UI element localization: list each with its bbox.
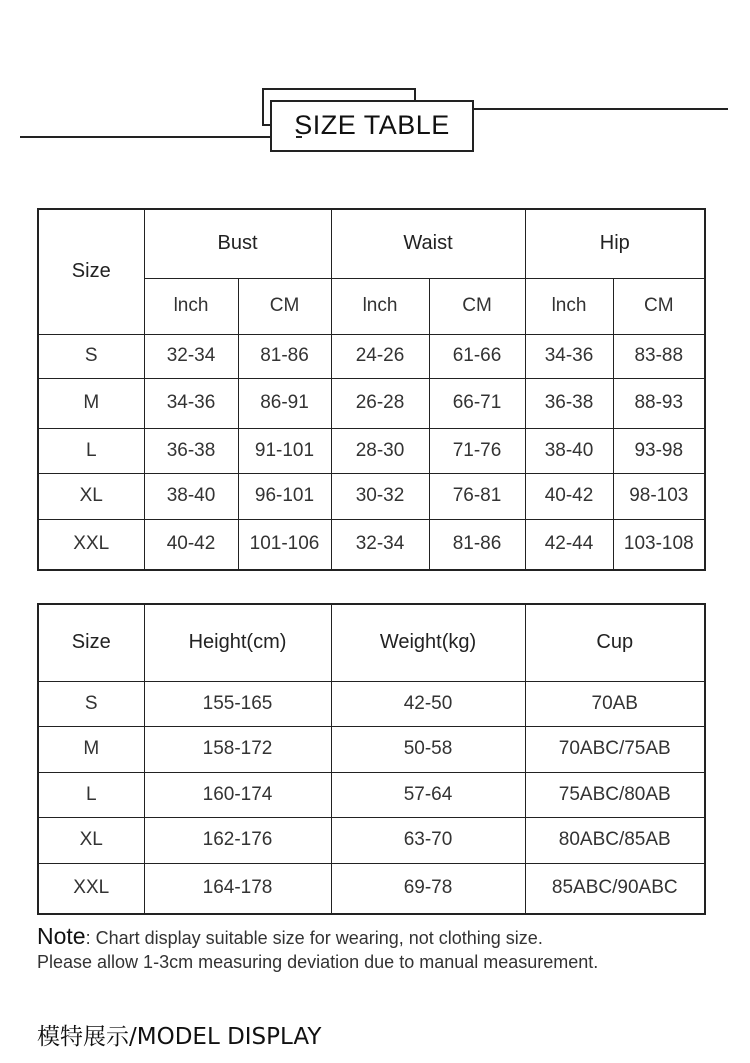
- table-cell: 32-34: [331, 519, 429, 570]
- size-cell: XXL: [38, 863, 144, 914]
- table-cell: 36-38: [525, 378, 613, 428]
- table-row: [38, 473, 705, 519]
- table-cell: 98-103: [613, 473, 705, 519]
- table-cell: 103-108: [613, 519, 705, 570]
- page-title: SIZE TABLE: [294, 109, 450, 140]
- table-row: [38, 334, 705, 378]
- table-cell: 30-32: [331, 473, 429, 519]
- title-rule-right: [450, 108, 728, 110]
- size-cell: S: [38, 334, 144, 378]
- table-cell: 70ABC/75AB: [525, 726, 705, 772]
- table-cell: 57-64: [331, 772, 525, 817]
- table-cell: 86-91: [238, 378, 331, 428]
- table-cell: 88-93: [613, 378, 705, 428]
- unit-header: CM: [613, 278, 705, 334]
- table-cell: 93-98: [613, 428, 705, 473]
- size-cell: S: [38, 681, 144, 726]
- title-rule-left: [20, 136, 272, 138]
- size-header: Size: [38, 209, 144, 334]
- unit-header: CM: [429, 278, 525, 334]
- size-cell: XXL: [38, 519, 144, 570]
- cup-header: Cup: [525, 604, 705, 681]
- table-row: [38, 681, 705, 726]
- table-cell: 96-101: [238, 473, 331, 519]
- table-row: [38, 726, 705, 772]
- model-display-heading: 模特展示/MODEL DISPLAY: [37, 1024, 322, 1050]
- size-cell: M: [38, 726, 144, 772]
- size-note: [37, 924, 598, 974]
- table-cell: 85ABC/90ABC: [525, 863, 705, 914]
- table-row: [38, 519, 705, 570]
- table-cell: 75ABC/80AB: [525, 772, 705, 817]
- table-cell: 83-88: [613, 334, 705, 378]
- table-cell: 63-70: [331, 817, 525, 863]
- table-row: [38, 378, 705, 428]
- table-cell: 61-66: [429, 334, 525, 378]
- size-cell: XL: [38, 817, 144, 863]
- table-cell: 34-36: [525, 334, 613, 378]
- table-cell: 71-76: [429, 428, 525, 473]
- fit-table: [37, 603, 706, 915]
- table-cell: 70AB: [525, 681, 705, 726]
- table-cell: 24-26: [331, 334, 429, 378]
- table-cell: 50-58: [331, 726, 525, 772]
- table-cell: 42-50: [331, 681, 525, 726]
- hip-header: Hip: [525, 209, 705, 278]
- note-line-1: : Chart display suitable size for wearing, not clothing size.: [85, 928, 543, 948]
- table-cell: 164-178: [144, 863, 331, 914]
- table-cell: 26-28: [331, 378, 429, 428]
- size-cell: XL: [38, 473, 144, 519]
- table-row: [38, 817, 705, 863]
- table-cell: 36-38: [144, 428, 238, 473]
- unit-header: lnch: [144, 278, 238, 334]
- waist-header: Waist: [331, 209, 525, 278]
- bust-header: Bust: [144, 209, 331, 278]
- unit-header: lnch: [331, 278, 429, 334]
- measurement-table: [37, 208, 706, 571]
- note-line-2: Please allow 1-3cm measuring deviation due to manual measurement.: [37, 952, 599, 972]
- size-cell: L: [38, 428, 144, 473]
- unit-header: lnch: [525, 278, 613, 334]
- table-cell: 162-176: [144, 817, 331, 863]
- table-cell: 155-165: [144, 681, 331, 726]
- table-cell: 91-101: [238, 428, 331, 473]
- table-cell: 81-86: [429, 519, 525, 570]
- size-cell: M: [38, 378, 144, 428]
- table-cell: 80ABC/85AB: [525, 817, 705, 863]
- table-row: [38, 772, 705, 817]
- table-row: [38, 863, 705, 914]
- unit-header: CM: [238, 278, 331, 334]
- table-cell: 28-30: [331, 428, 429, 473]
- note-label: Note: [37, 923, 86, 949]
- table-cell: 40-42: [525, 473, 613, 519]
- height-header: Height(cm): [144, 604, 331, 681]
- table-row: [38, 428, 705, 473]
- table-cell: 158-172: [144, 726, 331, 772]
- table-cell: 34-36: [144, 378, 238, 428]
- table-cell: 101-106: [238, 519, 331, 570]
- weight-header: Weight(kg): [331, 604, 525, 681]
- table-cell: 76-81: [429, 473, 525, 519]
- table-cell: 42-44: [525, 519, 613, 570]
- table-cell: 38-40: [144, 473, 238, 519]
- table-cell: 160-174: [144, 772, 331, 817]
- table-cell: 32-34: [144, 334, 238, 378]
- table-cell: 40-42: [144, 519, 238, 570]
- table-cell: 69-78: [331, 863, 525, 914]
- size-cell: L: [38, 772, 144, 817]
- table-cell: 66-71: [429, 378, 525, 428]
- table-cell: 38-40: [525, 428, 613, 473]
- table-cell: 81-86: [238, 334, 331, 378]
- size-header: Size: [38, 604, 144, 681]
